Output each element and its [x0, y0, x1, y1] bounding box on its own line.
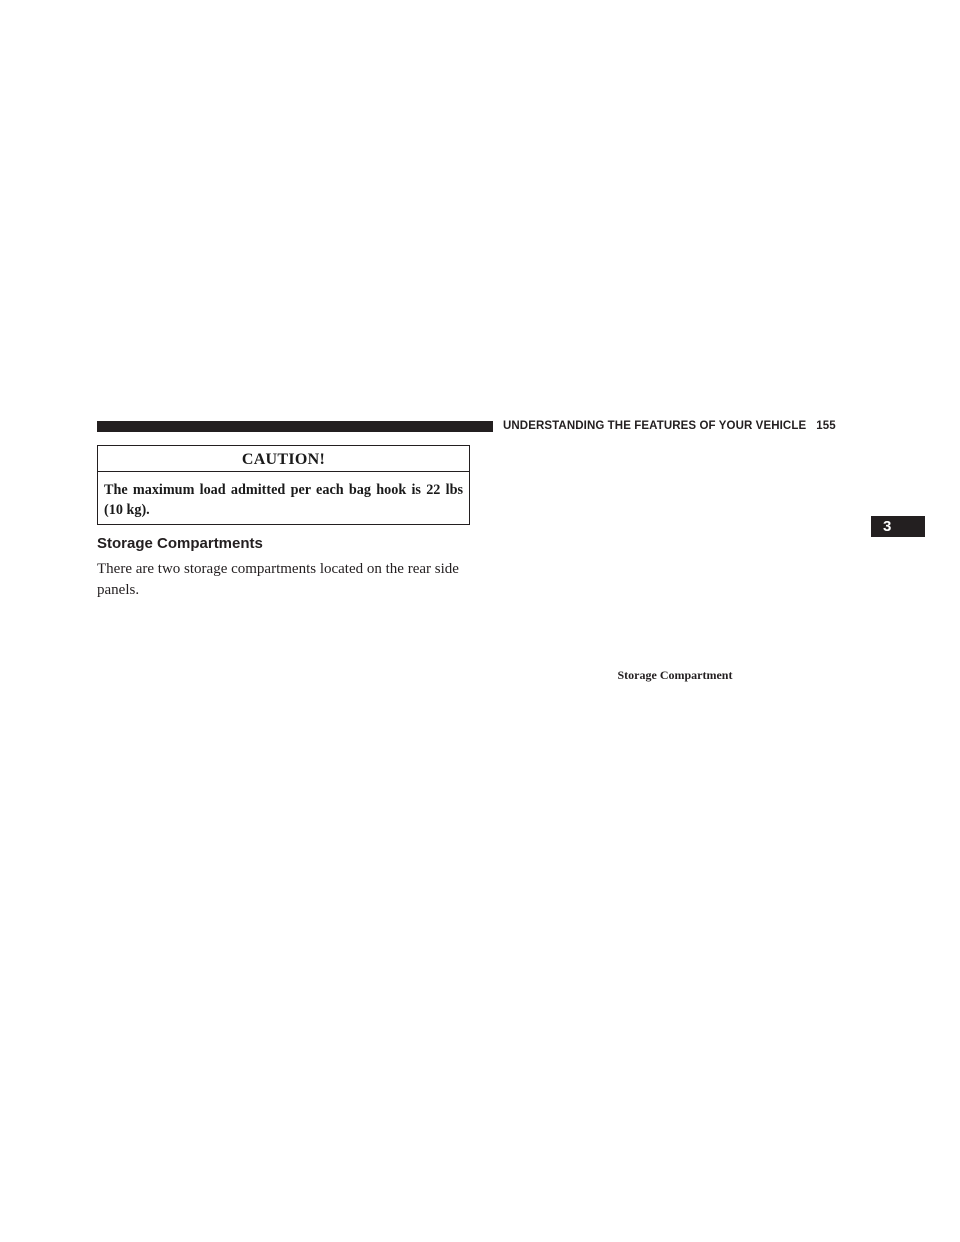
- caution-text: The maximum load admitted per each bag hook is 22 lbs (10 kg).: [104, 482, 463, 518]
- page-number: 155: [816, 420, 836, 432]
- figure-caption: Storage Compartment: [617, 668, 733, 682]
- section-heading: Storage Compartments: [97, 535, 263, 552]
- running-header-title: UNDERSTANDING THE FEATURES OF YOUR VEHICLE: [503, 420, 807, 432]
- header-rule-bar: [97, 421, 493, 432]
- caution-box: [97, 445, 470, 525]
- section-body-text: There are two storage compartments located on the rear side panels.: [97, 561, 459, 598]
- caution-title: CAUTION!: [98, 446, 469, 472]
- chapter-tab: 3: [871, 516, 925, 537]
- running-header: [503, 418, 863, 434]
